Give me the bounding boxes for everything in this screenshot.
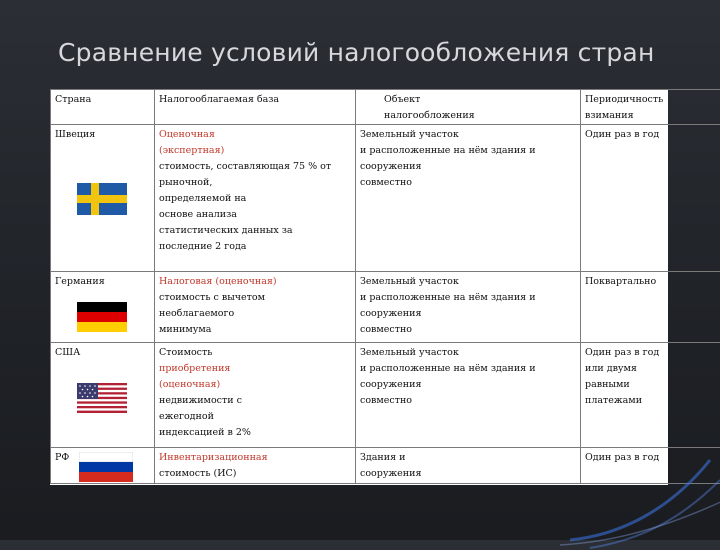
object-line: и расположенные на нём здания и	[360, 143, 576, 159]
header-cell-country	[51, 90, 155, 125]
base-line: индексацией в 2%	[159, 425, 351, 441]
header-line: Объект	[384, 92, 576, 108]
object-line: сооружения	[360, 159, 576, 175]
object-line: и расположенные на нём здания и	[360, 361, 576, 377]
period-cell	[581, 448, 720, 484]
base-line: рыночной,	[159, 175, 351, 191]
base-line: (оценочная)	[159, 377, 351, 393]
base-line: статистических данных за	[159, 223, 351, 239]
base-line: Стоимость	[159, 345, 351, 361]
base-cell	[155, 448, 356, 484]
base-line: Инвентаризационная	[159, 450, 351, 466]
object-cell	[356, 448, 581, 484]
slide-title: Сравнение условий налогообложения стран	[58, 38, 655, 67]
period-line: Поквартально	[585, 274, 720, 290]
object-line: Здания и	[360, 450, 576, 466]
object-line: сооружения	[360, 466, 576, 482]
base-line: Налоговая (оценочная)	[159, 274, 351, 290]
russia-flag-icon	[79, 452, 133, 482]
base-line: стоимость с вычетом	[159, 290, 351, 306]
base-line: минимума	[159, 322, 351, 338]
country-name: США	[55, 345, 150, 361]
country-cell	[51, 448, 155, 484]
usa-flag-icon	[77, 383, 127, 413]
base-cell	[155, 125, 356, 272]
period-line: платежами	[585, 393, 720, 409]
table-header-row	[51, 90, 720, 125]
header-line: Налогооблагаемая база	[159, 92, 351, 108]
period-line: или двумя	[585, 361, 720, 377]
period-line: Один раз в год	[585, 345, 720, 361]
country-name: Швеция	[55, 127, 150, 143]
base-line: стоимость, составляющая 75 % от	[159, 159, 351, 175]
base-line: основе анализа	[159, 207, 351, 223]
base-line: необлагаемого	[159, 306, 351, 322]
object-cell	[356, 125, 581, 272]
comparison-table-container	[50, 89, 668, 485]
base-line: ежегодной	[159, 409, 351, 425]
period-line: Один раз в год	[585, 127, 720, 143]
object-line: совместно	[360, 393, 576, 409]
table-row	[51, 448, 720, 484]
base-cell	[155, 343, 356, 448]
country-name: РФ	[55, 450, 150, 466]
header-cell-object	[356, 90, 581, 125]
germany-flag-icon	[77, 302, 127, 332]
base-cell	[155, 272, 356, 343]
country-cell	[51, 125, 155, 272]
country-cell	[51, 343, 155, 448]
object-line: Земельный участок	[360, 274, 576, 290]
object-line: и расположенные на нём здания и	[360, 290, 576, 306]
country-cell	[51, 272, 155, 343]
object-line: совместно	[360, 322, 576, 338]
header-line: Периодичность	[585, 92, 720, 108]
object-line: Земельный участок	[360, 345, 576, 361]
period-line: равными	[585, 377, 720, 393]
object-line: сооружения	[360, 377, 576, 393]
object-line: Земельный участок	[360, 127, 576, 143]
header-cell-period	[581, 90, 720, 125]
header-line: Страна	[55, 92, 150, 108]
base-line: (экспертная)	[159, 143, 351, 159]
object-cell	[356, 343, 581, 448]
country-name: Германия	[55, 274, 150, 290]
table-row	[51, 272, 720, 343]
object-line: сооружения	[360, 306, 576, 322]
base-line: приобретения	[159, 361, 351, 377]
header-line: взимания	[585, 108, 720, 124]
period-cell	[581, 272, 720, 343]
base-line: последние 2 года	[159, 239, 351, 255]
base-line: стоимость (ИС)	[159, 466, 351, 482]
period-cell	[581, 343, 720, 448]
period-cell	[581, 125, 720, 272]
period-line: Один раз в год	[585, 450, 720, 466]
table-row	[51, 125, 720, 272]
header-cell-base	[155, 90, 356, 125]
object-line: совместно	[360, 175, 576, 191]
base-line: определяемой на	[159, 191, 351, 207]
tax-comparison-table	[50, 89, 720, 484]
base-line: Оценочная	[159, 127, 351, 143]
table-row	[51, 343, 720, 448]
base-line: недвижимости с	[159, 393, 351, 409]
sweden-flag-icon	[77, 183, 127, 215]
object-cell	[356, 272, 581, 343]
header-line: налогообложения	[384, 108, 576, 124]
